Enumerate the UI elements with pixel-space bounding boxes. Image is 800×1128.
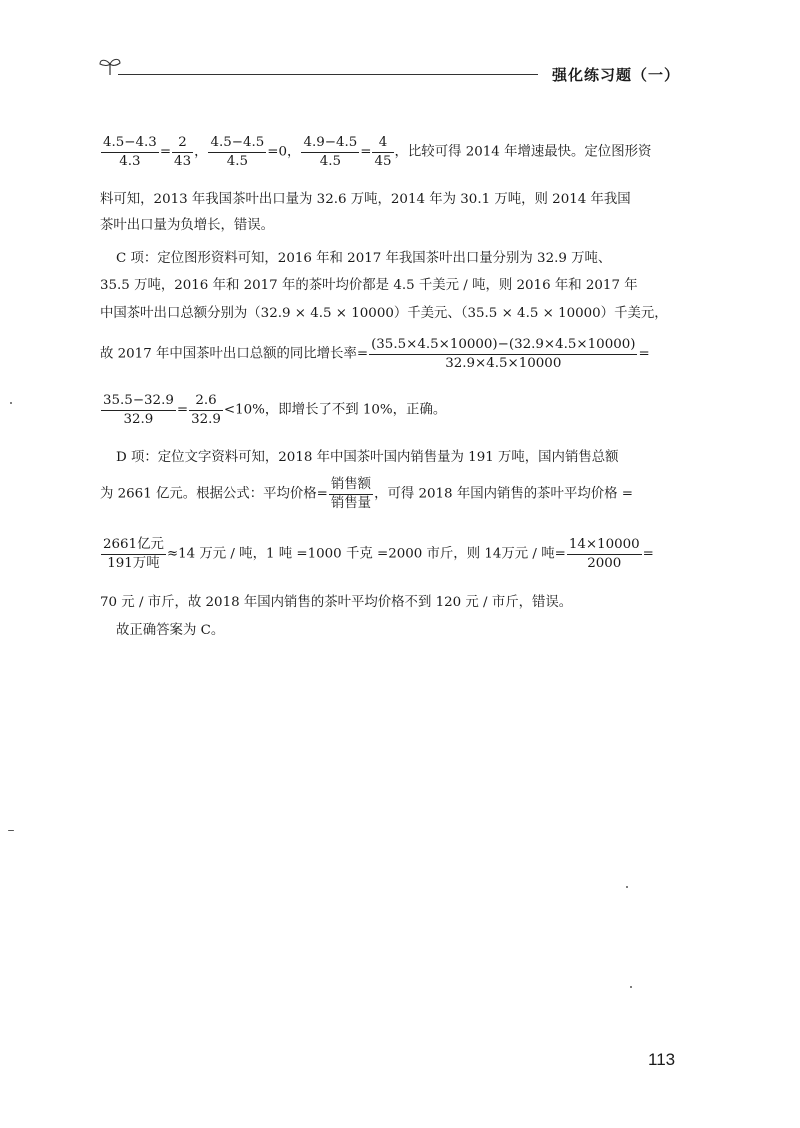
text-line-5: 35.5 万吨，2016 年和 2017 年的茶叶均价都是 4.5 千美元 / 吨，则 2016 年和 2017 年 (100, 278, 638, 293)
price-formula-fraction: $\frac{\text{销售额}}{\text{销售量}}$ (330, 477, 372, 511)
text-line-3: 茶叶出口量为负增长，错误。 (100, 218, 275, 233)
text-line-4: C 项：定位图形资料可知，2016 年和 2017 年我国茶叶出口量分别为 32.9 万吨、 (116, 251, 612, 266)
scan-speck (630, 986, 632, 988)
text-line-6: 中国茶叶出口总额分别为（32.9 × 4.5 × 10000）千美元、（35.5 × 4.5 × 10000）千美元， (100, 306, 668, 321)
text-line-12: 70 元 / 市斤，故 2018 年国内销售的茶叶平均价格不到 120 元 / 市斤，错误。 (100, 595, 573, 610)
fraction-8: $\frac{\text{2661亿元}}{\text{191万吨}}$ (103, 537, 164, 571)
text-line-1: $\frac{4.5-4.3}{4.3}$ = $\frac{2}{43}$ ， $\frac{4.5-4.5}{4.5}$ =0， $\frac{4.9-4.5}{4.5}$ = $\frac{4}{45}$ ，比较可得 2014 年增速最快。定位图形资 (103, 135, 652, 169)
text-line-9: D 项：定位文字资料可知，2018 年中国茶叶国内销售量为 191 万吨，国内销售总额 (116, 450, 619, 465)
fraction-5: $\frac{4}{45}$ (374, 135, 392, 169)
fraction-3: $\frac{4.5-4.5}{4.5}$ (210, 135, 265, 169)
fraction-1: $\frac{4.5-4.3}{4.3}$ (103, 135, 157, 169)
section-title: 强化练习题（一） (552, 66, 681, 84)
growth-rate-fraction: $\frac{(35.5\times 4.5\times 10000)-(32.9\times 4.5\times 10000)}{32.9\times 4.5\times 10000}$ (371, 337, 636, 371)
page-number: 113 (648, 1050, 676, 1069)
text-line-10: 为 2661 亿元。根据公式：平均价格= $\frac{\text{销售额}}{\text{销售量}}$ ，可得 2018 年国内销售的茶叶平均价格 = (100, 477, 633, 511)
text-line-11: $\frac{\text{2661亿元}}{\text{191万吨}}$ ≈14 万元 / 吨，1 吨 =1000 千克 =2000 市斤，则 14万元 / 吨= $\frac{14\times 10000}{2000}$ = (103, 537, 654, 571)
fraction-6: $\frac{35.5-32.9}{32.9}$ (103, 393, 174, 427)
text-line-2: 料可知，2013 年我国茶叶出口量为 32.6 万吨，2014 年为 30.1 万吨，则 2014 年我国 (100, 192, 631, 207)
scan-speck (626, 886, 628, 888)
fraction-2: $\frac{2}{43}$ (174, 135, 192, 169)
sprout-leaf-icon (98, 56, 122, 76)
fraction-7: $\frac{2.6}{32.9}$ (191, 393, 221, 427)
fraction-9: $\frac{14\times 10000}{2000}$ (568, 537, 640, 571)
text-line-13: 故正确答案为 C。 (116, 623, 225, 638)
text-line-7: 故 2017 年中国茶叶出口总额的同比增长率= $\frac{(35.5\times 4.5\times 10000)-(32.9\times 4.5\times 10000)}{32.9\times 4.5\times 10000}$ = (100, 337, 650, 371)
header-rule (118, 74, 538, 75)
scan-speck (8, 830, 14, 831)
scan-speck (10, 402, 12, 404)
text-line-8: $\frac{35.5-32.9}{32.9}$ = $\frac{2.6}{32.9}$ <10%，即增长了不到 10%，正确。 (103, 393, 447, 427)
fraction-4: $\frac{4.9-4.5}{4.5}$ (303, 135, 358, 169)
